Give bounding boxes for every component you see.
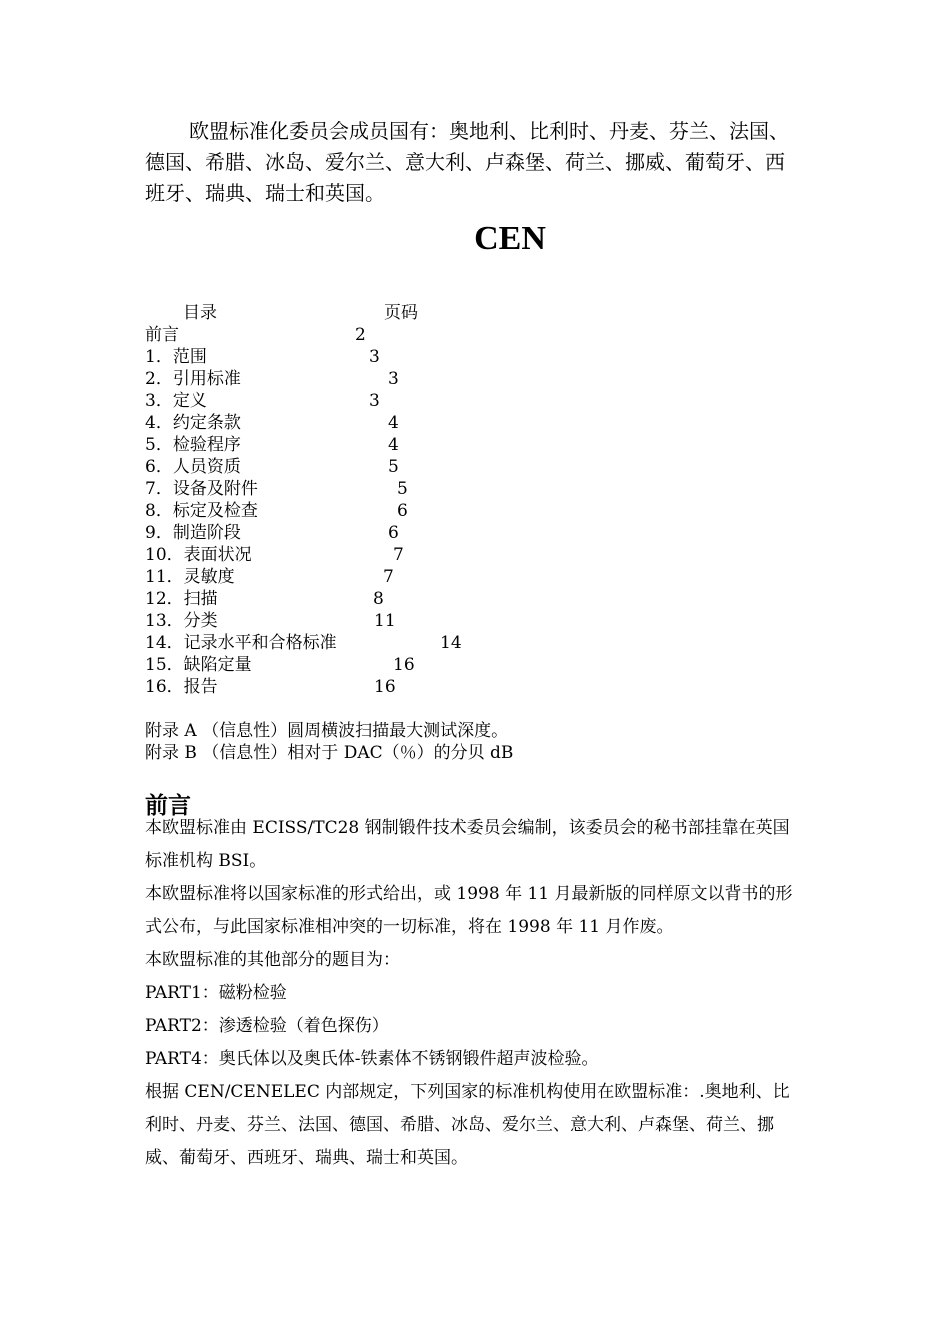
- toc-header-contents: 目录: [183, 303, 217, 323]
- appendix-a: 附录 A （信息性）圆周横波扫描最大测试深度。: [145, 721, 509, 741]
- toc-page: 16: [393, 655, 415, 675]
- toc-label: 10．表面状况: [145, 545, 252, 565]
- toc-page: 4: [388, 435, 399, 455]
- foreword-paragraph: 本欧盟标准将以国家标准的形式给出，或 1998 年 11 月最新版的同样原文以背书的形式公布，与此国家标准相冲突的一切标准，将在 1998 年 11 月作废。: [145, 884, 793, 937]
- toc-page: 5: [388, 457, 399, 477]
- toc-page: 3: [369, 347, 380, 367]
- toc-label: 14．记录水平和合格标准: [145, 633, 337, 653]
- toc-label: 12．扫描: [145, 589, 218, 609]
- appendix-list: [145, 720, 513, 764]
- toc-page: 6: [388, 523, 399, 543]
- toc-page: 6: [397, 501, 408, 521]
- toc-label: 前言: [145, 325, 179, 345]
- toc-label: 7．设备及附件: [145, 479, 258, 499]
- toc-page: 3: [388, 369, 399, 389]
- toc-label: 1．范围: [145, 347, 207, 367]
- appendix-b: 附录 B （信息性）相对于 DAC（％）的分贝 dB: [145, 743, 514, 763]
- toc-page: 7: [393, 545, 404, 565]
- toc-label: 4．约定条款: [145, 413, 241, 433]
- toc-page: 16: [374, 677, 396, 697]
- foreword-paragraph: 根据 CEN/CENELEC 内部规定，下列国家的标准机构使用在欧盟标准：.奥地利、比利时、丹麦、芬兰、法国、德国、希腊、冰岛、爱尔兰、意大利、卢森堡、荷兰、挪威、葡萄牙、西班牙、瑞典、瑞士和英国。: [145, 1082, 790, 1168]
- toc-label: 9．制造阶段: [145, 523, 241, 543]
- toc-label: 5．检验程序: [145, 435, 241, 455]
- foreword-heading: 前言: [145, 793, 191, 819]
- foreword-paragraph: 本欧盟标准的其他部分的题目为：: [145, 950, 400, 970]
- toc-page: 8: [373, 589, 384, 609]
- foreword-paragraph: PART1：磁粉检验: [145, 983, 287, 1003]
- toc-label: 13．分类: [145, 611, 218, 631]
- foreword-body: [145, 812, 805, 1175]
- foreword-paragraph: 本欧盟标准由 ECISS/TC28 钢制锻件技术委员会编制，该委员会的秘书部挂靠在英国标准机构 BSI。: [145, 818, 790, 871]
- toc-label: 6．人员资质: [145, 457, 241, 477]
- intro-paragraph: 欧盟标准化委员会成员国有：奥地利、比利时、丹麦、芬兰、法国、德国、希腊、冰岛、爱尔兰、意大利、卢森堡、荷兰、挪威、葡萄牙、西班牙、瑞典、瑞士和英国。: [145, 119, 789, 205]
- toc-label: 3．定义: [145, 391, 207, 411]
- toc-header-page: 页码: [384, 303, 418, 323]
- toc-page: 4: [388, 413, 399, 433]
- toc-label: 16．报告: [145, 677, 218, 697]
- document-title: CEN: [474, 220, 546, 257]
- toc-page: 5: [397, 479, 408, 499]
- toc-label: 11．灵敏度: [145, 567, 235, 587]
- foreword-paragraph: PART2：渗透检验（着色探伤）: [145, 1016, 389, 1036]
- toc-page: 3: [369, 391, 380, 411]
- toc-page: 2: [355, 325, 366, 345]
- toc-page: 14: [440, 633, 462, 653]
- toc-page: 7: [383, 567, 394, 587]
- toc-label: 15．缺陷定量: [145, 655, 252, 675]
- foreword-paragraph: PART4：奥氏体以及奥氏体-铁素体不锈钢锻件超声波检验。: [145, 1049, 599, 1069]
- toc-label: 2．引用标准: [145, 369, 241, 389]
- toc-page: 11: [374, 611, 396, 631]
- toc-label: 8．标定及检查: [145, 501, 258, 521]
